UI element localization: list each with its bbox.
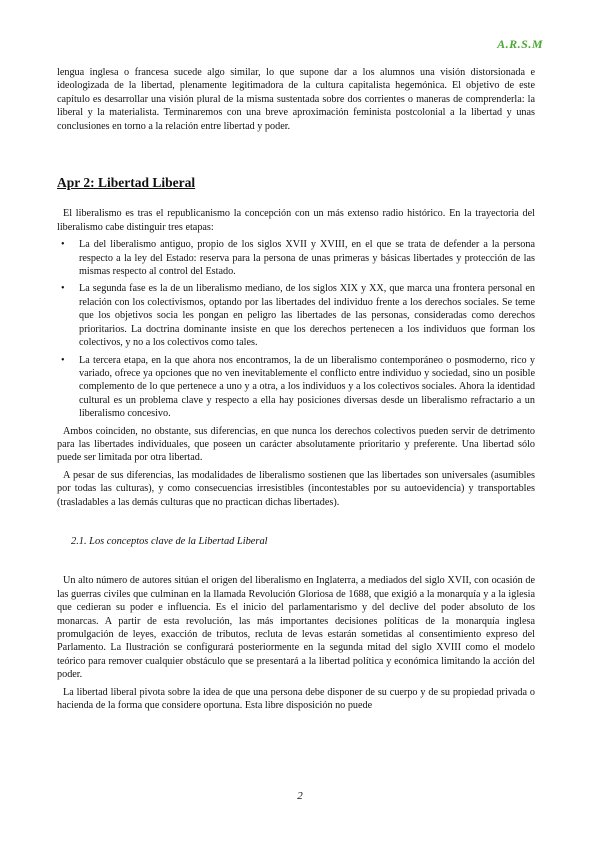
bullet-icon: •	[61, 283, 65, 295]
list-item-text: La tercera etapa, en la que ahora nos encontramos, la de un liberalismo contemporáneo o posmoderno, rico y variado, ofrece ya opciones que no ven inevitablemente el conflicto entre individuo y sociedad, sino un posible complemento de lo que pertenece a uno y a otra, a los individuos y a los colectivos sociales. Ahora la identidad cultural es un problema clave y respecto a ella hay posiciones diversas desde un liberalismo refractario a un liberalismo concesivo.	[79, 354, 535, 420]
bullet-icon: •	[61, 239, 65, 251]
list-item	[57, 238, 535, 278]
page-body	[57, 66, 535, 712]
intro-paragraph: lengua inglesa o francesa sucede algo similar, lo que supone dar a los alumnos una visión distorsionada e ideologizada de la libertad, plenamente legitimadora de la cultura capitalista hegemónica. El objetivo de este capítulo es desarrollar una visión plural de la misma sustentada sobre dos corrientes o maneras de comprenderla: la liberal y la materialista. Terminaremos con una breve aproximación feminista postcolonial a la libertad y unas conclusiones en torno a la relación entre libertad y poder.	[57, 67, 535, 132]
pivota-paragraph: La libertad liberal pivota sobre la idea de que una persona debe disponer de su cuerpo y de su propiedad privada o hacienda de la forma que considere oportuna. Esta libre disposición no puede	[57, 686, 535, 712]
section-heading: Apr 2: Libertad Liberal	[57, 175, 196, 191]
bullet-icon: •	[61, 354, 65, 366]
ambos-paragraph: Ambos coinciden, no obstante, sus diferencias, en que nunca los derechos colectivos pueden servir de detrimento para las libertades individuales, que poseen un carácter absolutamente prioritario y preferente. Una libertad sólo puede ser limitada por otra libertad.	[57, 425, 535, 464]
list-item-text: La segunda fase es la de un liberalismo mediano, de los siglos XIX y XX, que marca una frontera personal en relación con los colectivismos, optando por las libertades del individuo frente a los derechos sociales. Se teme que los objetivos socia les pongan en peligro las libertades de las personas, consideradas como derechos prioritarios. La doctrina dominante insiste en que los derechos pertenecen a los individuos que forman los colectivos, y no a los colectivos como tales.	[79, 283, 535, 349]
list-item	[57, 282, 535, 349]
origen-paragraph: Un alto número de autores sitúan el origen del liberalismo en Inglaterra, a mediados del siglo XVII, con ocasión de las guerras civiles que culminan en la llamada Revolución Gloriosa de 1688, que exigió a la monarquía y a la iglesia que cedieran su poder e influencia. Es el inicio del parlamentarismo y del declive del poder absoluto de los monarcas. A partir de esta revolución, las más importantes decisiones políticas de la monarquía inglesa promulgación de leyes, exacción de tributos, recluta de levas estarán sometidas al consentimiento expreso del Parlamento. La Ilustración se configurará posteriormente en la segunda mitad del siglo XVIII como el modelo teórico para remover cualquier obstáculo que se presentará a la libertad política y económica limitando la acción del poder.	[57, 575, 535, 681]
liberalism-intro-paragraph: El liberalismo es tras el republicanismo la concepción con un más extenso radio histórico. En la trayectoria del liberalismo cabe distinguir tres etapas:	[57, 208, 535, 233]
list-item-text: La del liberalismo antiguo, propio de los siglos XVII y XVIII, en el que se trata de defender a la persona respecto a la ley del Estado: reserva para la persona de unas primeras y básicas libertades y protección de las mismas respecto al control del Estado.	[79, 239, 535, 278]
page-number: 2	[297, 790, 303, 802]
subsection-heading: 2.1. Los conceptos clave de la Libertad Liberal	[71, 535, 268, 547]
document-header-initials: A.R.S.M	[497, 37, 543, 51]
list-item	[57, 354, 535, 421]
pesar-paragraph: A pesar de sus diferencias, las modalidades de liberalismo sostienen que las libertades son universales (asumibles por todas las culturas), y como consecuencias irresistibles (incontestables por su autoevidencia) y transportables (trasladables a las demás culturas que no practican dichas libertades).	[57, 469, 535, 508]
